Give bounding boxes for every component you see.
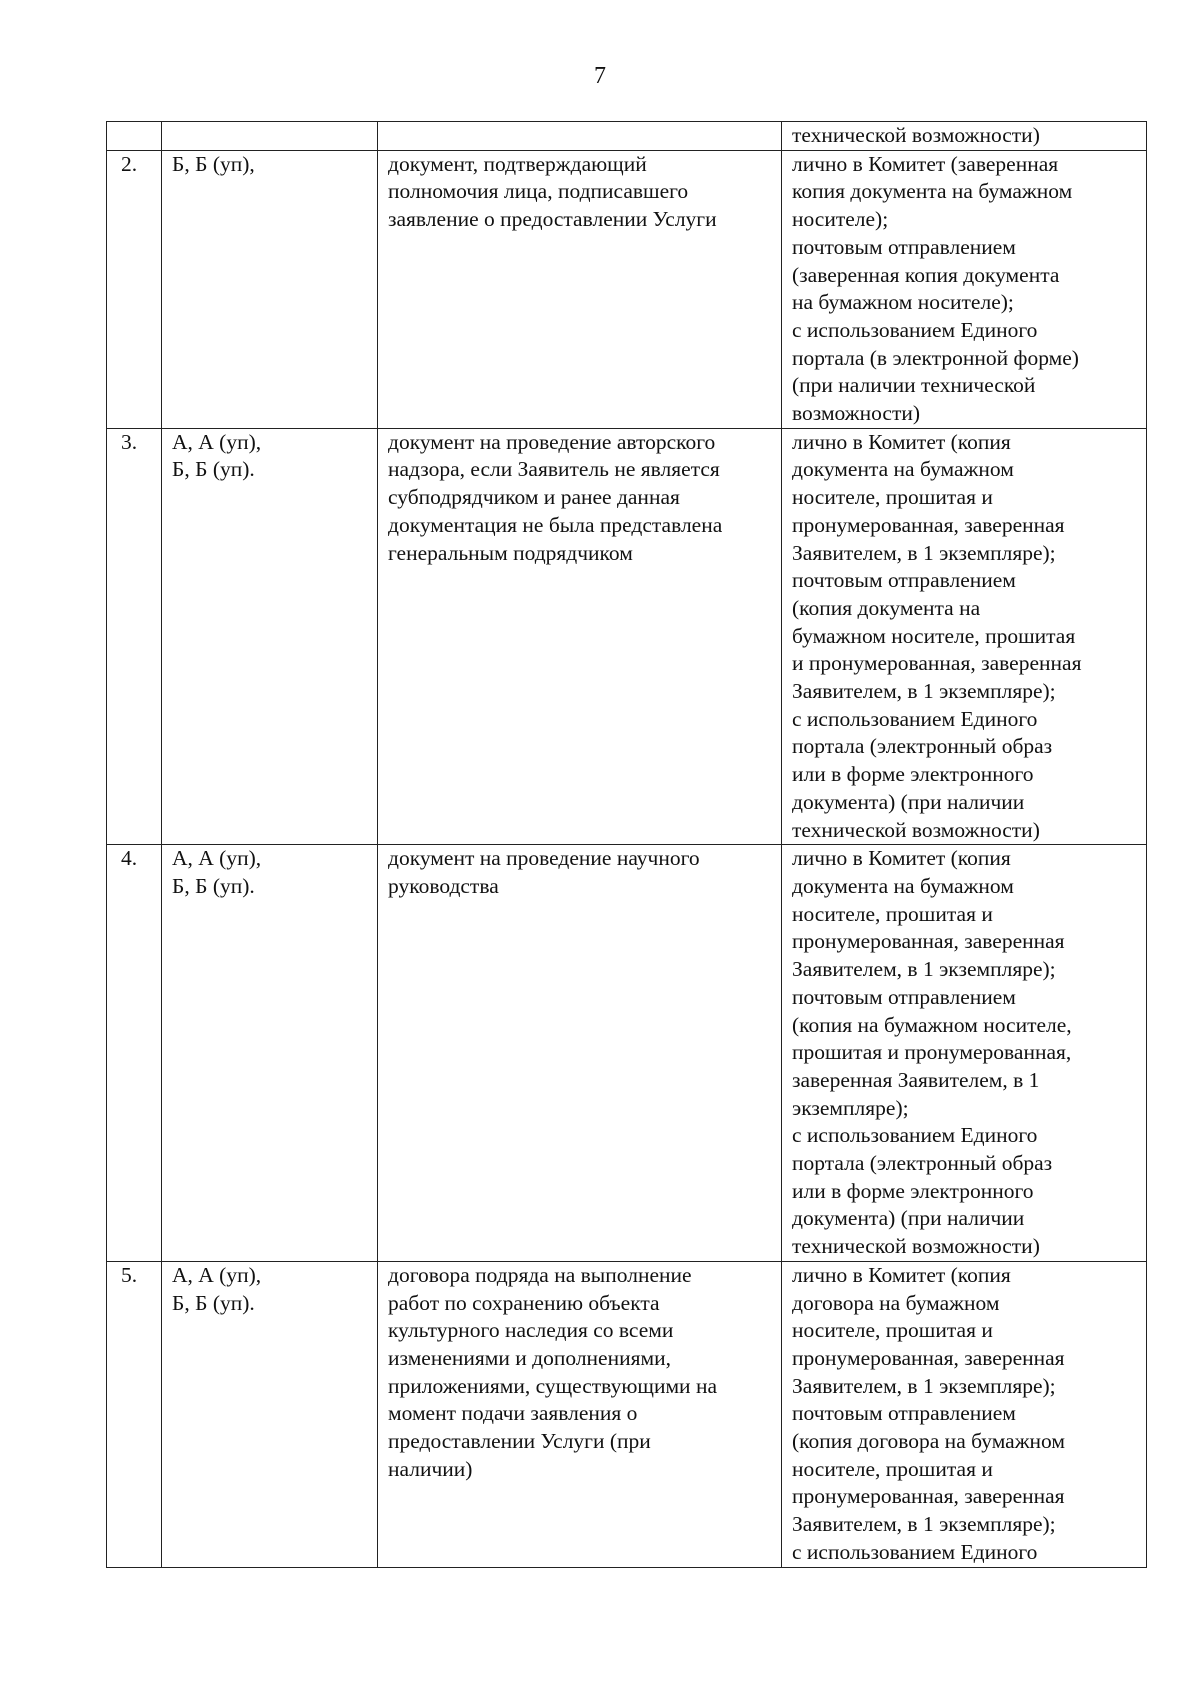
cell-line: документация не была представлена: [388, 512, 723, 537]
cell-line: культурного наследия со всеми: [388, 1318, 674, 1343]
cell-line: Заявителем, в 1 экземпляре);: [792, 957, 1056, 982]
cell-line: носителе);: [792, 207, 889, 232]
category-cell: [162, 122, 378, 151]
cell-line: лично в Комитет (копия: [792, 846, 1011, 871]
row-number-cell: [107, 122, 162, 151]
cell-line: Заявителем, в 1 экземпляре);: [792, 679, 1056, 704]
cell-line: возможности): [792, 401, 921, 426]
cell-line: приложениями, существующими на: [388, 1373, 717, 1398]
cell-line: наличии): [388, 1456, 473, 1481]
row-number-cell: 5.: [107, 1261, 162, 1567]
cell-line: (копия на бумажном носителе,: [792, 1012, 1072, 1037]
cell-line: (копия договора на бумажном: [792, 1429, 1066, 1454]
row-number-cell: 4.: [107, 845, 162, 1262]
cell-line: на бумажном носителе);: [792, 290, 1014, 315]
cell-line: работ по сохранению объекта: [388, 1290, 660, 1315]
cell-line: пронумерованная, заверенная: [792, 929, 1065, 954]
cell-line: Б, Б (уп).: [172, 1290, 255, 1315]
row-number-cell: 3.: [107, 428, 162, 845]
cell-line: носителе, прошитая и: [792, 1318, 993, 1343]
document-cell: [378, 122, 782, 151]
cell-line: Б, Б (уп).: [172, 873, 255, 898]
cell-line: с использованием Единого: [792, 1539, 1038, 1564]
cell-line: момент подачи заявления о: [388, 1401, 638, 1426]
cell-line: полномочия лица, подписавшего: [388, 179, 689, 204]
cell-line: изменениями и дополнениями,: [388, 1345, 671, 1370]
cell-line: документа на бумажном: [792, 457, 1014, 482]
cell-line: пронумерованная, заверенная: [792, 1345, 1065, 1370]
cell-line: почтовым отправлением: [792, 568, 1016, 593]
cell-line: документа) (при наличии: [792, 789, 1025, 814]
cell-line: или в форме электронного: [792, 762, 1034, 787]
cell-line: с использованием Единого: [792, 1123, 1038, 1148]
cell-line: договора подряда на выполнение: [388, 1262, 692, 1287]
cell-line: прошитая и пронумерованная,: [792, 1040, 1072, 1065]
cell-line: договора на бумажном: [792, 1290, 1000, 1315]
cell-line: почтовым отправлением: [792, 984, 1016, 1009]
cell-line: Заявителем, в 1 экземпляре);: [792, 1512, 1056, 1537]
cell-line: с использованием Единого: [792, 706, 1038, 731]
cell-line: почтовым отправлением: [792, 1401, 1016, 1426]
cell-line: технической возможности): [792, 123, 1040, 147]
cell-line: технической возможности): [792, 817, 1040, 842]
category-cell: [162, 845, 378, 1262]
category-cell: [162, 428, 378, 845]
category-cell: [162, 1261, 378, 1567]
cell-line: (заверенная копия документа: [792, 262, 1060, 287]
cell-line: портала (в электронной форме): [792, 345, 1079, 370]
cell-line: (при наличии технической: [792, 373, 1036, 398]
cell-line: копия документа на бумажном: [792, 179, 1073, 204]
cell-line: А, А (уп),: [172, 846, 262, 871]
cell-line: надзора, если Заявитель не является: [388, 457, 720, 482]
cell-line: Б, Б (уп),: [172, 151, 255, 176]
table-row: [107, 845, 1147, 1262]
cell-line: пронумерованная, заверенная: [792, 1484, 1065, 1509]
cell-line: предоставлении Услуги (при: [388, 1429, 651, 1454]
cell-line: Заявителем, в 1 экземпляре);: [792, 1373, 1056, 1398]
cell-line: Заявителем, в 1 экземпляре);: [792, 540, 1056, 565]
cell-line: документ на проведение авторского: [388, 429, 716, 454]
document-cell: [378, 845, 782, 1262]
cell-line: лично в Комитет (копия: [792, 1262, 1011, 1287]
table-row-continuation: [107, 122, 1147, 151]
cell-line: пронумерованная, заверенная: [792, 512, 1065, 537]
cell-line: субподрядчиком и ранее данная: [388, 485, 680, 510]
cell-line: документ на проведение научного: [388, 846, 700, 871]
cell-line: документа) (при наличии: [792, 1206, 1025, 1231]
cell-line: А, А (уп),: [172, 429, 262, 454]
cell-line: носителе, прошитая и: [792, 485, 993, 510]
page-number: 7: [594, 63, 606, 89]
cell-line: бумажном носителе, прошитая: [792, 623, 1076, 648]
cell-line: документ, подтверждающий: [388, 151, 647, 176]
cell-line: руководства: [388, 873, 499, 898]
cell-line: или в форме электронного: [792, 1178, 1034, 1203]
document-cell: [378, 150, 782, 428]
cell-line: технической возможности): [792, 1234, 1040, 1259]
cell-line: портала (электронный образ: [792, 1151, 1053, 1176]
table-row: [107, 428, 1147, 845]
documents-table: [106, 121, 1147, 1568]
cell-line: заявление о предоставлении Услуги: [388, 207, 717, 232]
cell-line: портала (электронный образ: [792, 734, 1053, 759]
row-number-cell: 2.: [107, 150, 162, 428]
cell-line: почтовым отправлением: [792, 234, 1016, 259]
method-cell: [782, 150, 1147, 428]
cell-line: документа на бумажном: [792, 873, 1014, 898]
method-cell: [782, 428, 1147, 845]
document-cell: [378, 1261, 782, 1567]
cell-line: лично в Комитет (копия: [792, 429, 1011, 454]
cell-line: (копия документа на: [792, 595, 981, 620]
document-cell: [378, 428, 782, 845]
table-row: [107, 1261, 1147, 1567]
cell-line: экземпляре);: [792, 1095, 909, 1120]
cell-line: и пронумерованная, заверенная: [792, 651, 1082, 676]
category-cell: [162, 150, 378, 428]
cell-line: генеральным подрядчиком: [388, 540, 633, 565]
cell-line: лично в Комитет (заверенная: [792, 151, 1059, 176]
method-cell: [782, 1261, 1147, 1567]
table-row: [107, 150, 1147, 428]
cell-line: носителе, прошитая и: [792, 1456, 993, 1481]
method-cell: [782, 845, 1147, 1262]
cell-line: с использованием Единого: [792, 317, 1038, 342]
method-cell: [782, 122, 1147, 151]
cell-line: А, А (уп),: [172, 1262, 262, 1287]
cell-line: Б, Б (уп).: [172, 457, 255, 482]
cell-line: заверенная Заявителем, в 1: [792, 1067, 1040, 1092]
cell-line: носителе, прошитая и: [792, 901, 993, 926]
